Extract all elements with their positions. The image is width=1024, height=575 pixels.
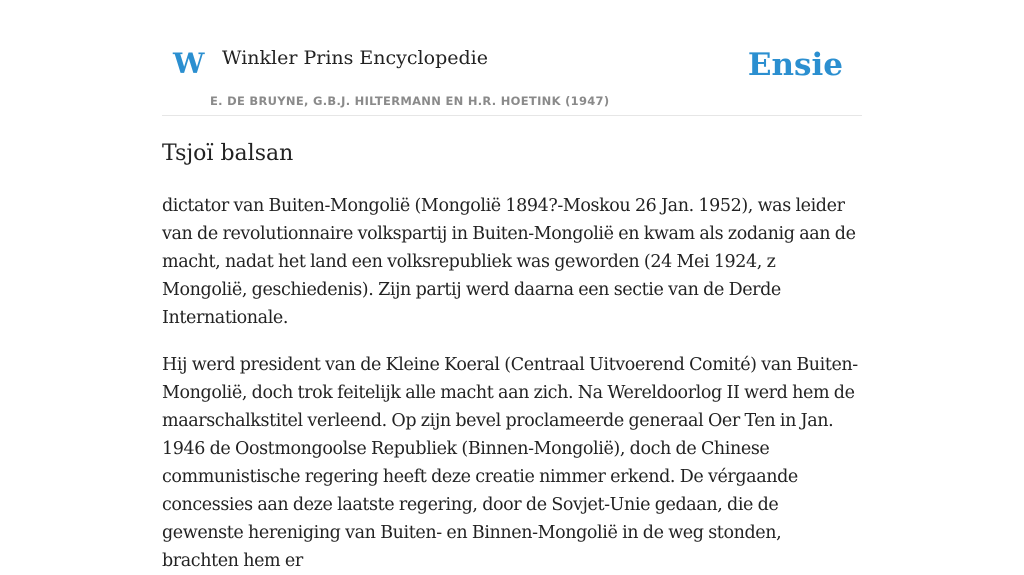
source-title[interactable]: Winkler Prins Encyclopedie <box>222 47 488 69</box>
source-logo[interactable]: W <box>173 47 205 80</box>
article-paragraph: Hij werd president van de Kleine Koeral (Centraal Uitvoerend Comité) van Buiten-Mongolië, doch trok feitelijk alle macht aan zich. Na Wereldoorlog II werd hem de maarschalkstitel verleend. Op zijn bevel proclameerde generaal Oer Ten in Jan. 1946 de Oostmongoolse Republiek (Binnen-Mongolië), doch de Chinese communistische regering heeft deze creatie nimmer erkend. De vérgaande concessies aan deze laatste regering, door de Sovjet-Unie gedaan, die de gewenste hereniging van Buiten- en Binnen-Mongolië in de weg stonden, brachten hem er <box>162 355 858 571</box>
source-authors: E. DE BRUYNE, G.B.J. HILTERMANN EN H.R. HOETINK (1947) <box>210 94 610 108</box>
article <box>162 136 862 575</box>
brand-logo[interactable]: Ensie <box>747 47 843 83</box>
article-paragraph: dictator van Buiten-Mongolië (Mongolië 1894?-Moskou 26 Jan. 1952), was leider van de revolutionnaire volkspartij in Buiten-Mongolië en kwam als zodanig aan de macht, nadat het land een volksrepubliek was geworden (24 Mei 1924, z Mongolië, geschiedenis). Zijn partij werd daarna een sectie van de Derde Internationale. <box>162 196 856 328</box>
article-title: Tsjoï balsan <box>162 141 294 166</box>
source-header <box>162 36 862 116</box>
